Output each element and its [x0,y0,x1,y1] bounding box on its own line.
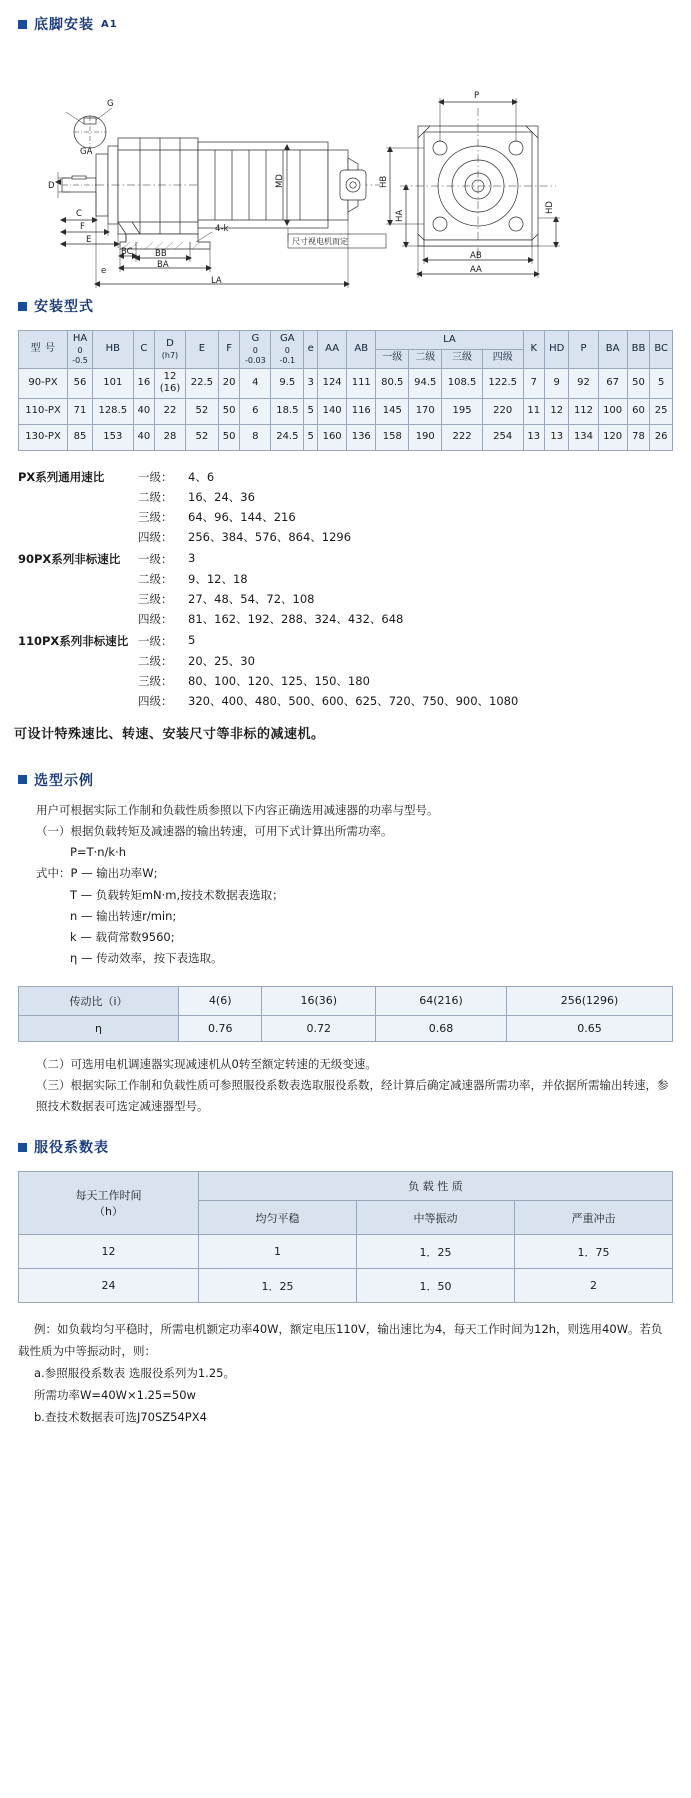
ratio-level: 一级： [138,469,173,484]
cell-model: 130-PX [19,424,68,450]
cell-p: 134 [569,424,598,450]
cell-ab: 116 [347,398,376,424]
cell-eta-label: η [19,1015,179,1041]
ratio-level: 四级： [138,693,173,708]
selection-after-table [18,1054,673,1118]
ratio-row [138,633,673,649]
th-bb: BB [627,331,650,369]
cell-ga: 24.5 [271,424,304,450]
th-aa: AA [318,331,347,369]
selection-note-2: （二）可选用电机调速器实现减速机从0转至额定转速的无级变速。 [36,1056,377,1071]
cell-eta-4: 0.65 [507,1015,673,1041]
label-LA: LA [211,276,222,286]
example-line-4: b.查技术数据表可选J70SZ54PX4 [34,1409,207,1424]
th-hd: HD [544,331,568,369]
cell-la-3: 108.5 [442,368,483,398]
section-title: 底脚安装 [34,17,94,33]
label-HA: HA [395,209,405,222]
cell-p: 112 [569,398,598,424]
label-4-k: 4-k [215,224,229,234]
ratio-values: 5 [188,632,196,647]
cell-hours: 12 [19,1235,199,1269]
cell-severe: 1．75 [515,1235,673,1269]
ratio-level: 二级： [138,653,173,668]
th-severe-shock: 严重冲击 [515,1201,673,1235]
cell-eta-2: 0.72 [262,1015,376,1041]
ratio-level: 四级： [138,529,173,544]
ratio-level: 二级： [138,489,173,504]
label-AB: AB [470,251,482,261]
cell-g: 8 [240,424,271,450]
cell-k: 7 [523,368,544,398]
label-AA: AA [470,265,482,275]
ratio-values: 3 [188,550,196,565]
ratio-values: 20、25、30 [188,653,255,668]
bullet-square-icon [18,1143,27,1152]
drawing-svg [0,46,691,286]
label-BB: BB [155,249,167,259]
ratio-lists [18,469,673,713]
example-line-3: 所需功率W=40W×1.25=50w [34,1387,196,1402]
cell-la-2: 94.5 [409,368,442,398]
section-heading-foot-mount [18,14,691,34]
cell-la-4: 122.5 [482,368,523,398]
ratio-values: 256、384、576、864、1296 [188,529,352,544]
th-hb: HB [92,331,133,369]
cell-e: 52 [185,424,218,450]
ratio-row [138,551,673,567]
th-k: K [523,331,544,369]
cell-e-small: 5 [304,424,318,450]
cell-ab: 111 [347,368,376,398]
cell-bb: 78 [627,424,650,450]
efficiency-table [18,986,673,1042]
table-row [19,1015,673,1041]
cell-model: 110-PX [19,398,68,424]
cell-aa: 124 [318,368,347,398]
section-title: 安装型式 [34,299,94,315]
cell-c: 40 [133,398,154,424]
selection-item-eta: η — 传动效率，按下表选取。 [70,951,223,966]
label-HD: HD [545,201,555,214]
th-la-level-2: 二级 [409,349,442,368]
cell-hb: 128.5 [92,398,133,424]
table-row [19,986,673,1015]
cell-smooth: 1 [199,1235,357,1269]
cell-hd: 9 [544,368,568,398]
bullet-square-icon [18,775,27,784]
th-la: LA [376,331,523,350]
cell-d: 12 (16) [155,368,186,398]
ratio-values: 27、48、54、72、108 [188,591,315,606]
th-e: E [185,331,218,369]
cell-hours: 24 [19,1269,199,1303]
ratio-block-title: PX系列通用速比 [18,469,105,484]
th-f: F [218,331,239,369]
label-HB: HB [379,175,389,188]
cell-bb: 50 [627,368,650,398]
cell-d: 28 [155,424,186,450]
th-ga: GA 0 -0.1 [271,331,304,369]
cell-la-2: 170 [409,398,442,424]
cell-aa: 140 [318,398,347,424]
ratio-values: 81、162、192、288、324、432、648 [188,611,404,626]
cell-ratio-label: 传动比（ⅰ） [19,986,179,1015]
label-G: G [107,99,114,109]
th-ba: BA [598,331,627,369]
table-row [19,1235,673,1269]
cell-hb: 153 [92,424,133,450]
ratio-row [138,571,673,587]
cell-p: 92 [569,368,598,398]
ratio-row [138,469,673,485]
cell-k: 11 [523,398,544,424]
catalog-page [0,14,691,1443]
cell-eta-3: 0.68 [376,1015,507,1041]
th-e-small: e [304,331,318,369]
selection-line-3: 式中：P — 输出功率W; [36,866,158,881]
th-g: G 0 -0.03 [240,331,271,369]
section-heading-service-factor [18,1137,691,1157]
th-p: P [569,331,598,369]
label-D: D [48,181,55,191]
cell-hd: 12 [544,398,568,424]
technical-drawing [0,46,691,286]
cell-ba: 120 [598,424,627,450]
cell-ba: 67 [598,368,627,398]
cell-la-3: 222 [442,424,483,450]
ratio-values: 320、400、480、500、600、625、720、750、900、1080 [188,693,519,708]
cell-la-1: 158 [376,424,409,450]
cell-aa: 160 [318,424,347,450]
cell-ba: 100 [598,398,627,424]
th-bc: BC [650,331,673,369]
table-row [19,424,673,450]
ratio-level: 一级： [138,633,173,648]
cell-ab: 136 [347,424,376,450]
cell-e: 52 [185,398,218,424]
ratio-block-110px [18,633,673,713]
label-BC: BC [121,247,133,257]
th-model: 型 号 [19,331,68,369]
th-la-level-1: 一级 [376,349,409,368]
cell-la-1: 80.5 [376,368,409,398]
selection-line-2: （一）根据负载转矩及减速器的输出转速，可用下式计算出所需功率。 [36,823,393,838]
cell-ha: 56 [68,368,93,398]
cell-bc: 25 [650,398,673,424]
cell-la-2: 190 [409,424,442,450]
table-row [19,1269,673,1303]
selection-note-3: （三）根据实际工作制和负载性质可参照服役系数表选取服役系数，经计算后确定减速器所需功率，并依据所需输出转速，参照技术数据表可选定减速器型号。 [36,1077,669,1114]
example-line-2: a.参照服役系数表 选服役系列为1.25。 [34,1366,235,1381]
cell-ratio-2: 16(36) [262,986,376,1015]
label-GA: GA [80,147,93,157]
cell-medium: 1．50 [357,1269,515,1303]
cell-ratio-3: 64(216) [376,986,507,1015]
cell-e-small: 3 [304,368,318,398]
ratio-level: 一级： [138,551,173,566]
cell-e-small: 5 [304,398,318,424]
cell-k: 13 [523,424,544,450]
ratio-row [138,591,673,607]
label-E: E [86,235,92,245]
table-row [19,368,673,398]
cell-la-3: 195 [442,398,483,424]
section-heading-mount-type [18,296,691,316]
ratio-row [138,509,673,525]
cell-la-4: 220 [482,398,523,424]
cell-e: 22.5 [185,368,218,398]
example-text [18,1319,673,1428]
th-ab: AB [347,331,376,369]
ratio-level: 三级： [138,591,173,606]
ratio-level: 四级： [138,611,173,626]
bullet-square-icon [18,20,27,29]
th-d: D (h7) [155,331,186,369]
ratio-row [138,529,673,545]
th-working-hours: 每天工作时间 （h） [19,1172,199,1235]
ratio-row [138,611,673,627]
th-la-level-4: 四级 [482,349,523,368]
cell-eta-1: 0.76 [179,1015,262,1041]
cell-smooth: 1．25 [199,1269,357,1303]
cell-la-4: 254 [482,424,523,450]
selection-item-T: T — 负载转矩mN·m,按技术数据表选取； [70,887,284,902]
label-P: P [474,91,480,101]
selection-line-1: 用户可根据实际工作制和负载性质参照以下内容正确选用减速器的功率与型号。 [36,802,439,817]
table-row [19,398,673,424]
cell-f: 50 [218,398,239,424]
drawing-note: 尺寸视电机而定 [292,237,348,246]
ratio-row [138,489,673,505]
ratio-row [138,673,673,689]
cell-ha: 85 [68,424,93,450]
selection-item-n: n — 输出转速r/min; [70,908,177,923]
section-title: 选型示例 [34,772,94,789]
cell-severe: 2 [515,1269,673,1303]
selection-body [18,800,673,970]
cell-ratio-4: 256(1296) [507,986,673,1015]
th-smooth: 均匀平稳 [199,1201,357,1235]
cell-model: 90-PX [19,368,68,398]
section-heading-selection-example [18,770,691,790]
cell-c: 16 [133,368,154,398]
label-MD: MD [275,174,285,188]
label-C: C [76,209,82,219]
section-subtitle: A1 [101,18,118,30]
label-BA: BA [157,260,169,270]
ratio-level: 二级： [138,571,173,586]
mount-dimensions-table [18,330,673,451]
section-title: 服役系数表 [34,1140,109,1157]
ratio-row [138,653,673,669]
ratio-block-px-general [18,469,673,549]
cell-hb: 101 [92,368,133,398]
th-load-nature: 负 载 性 质 [199,1172,673,1201]
cell-d: 22 [155,398,186,424]
ratio-block-title: 110PX系列非标速比 [18,633,129,648]
ratio-row [138,693,673,709]
service-factor-table [18,1171,673,1303]
cell-g: 6 [240,398,271,424]
label-F: F [80,222,85,232]
th-la-level-3: 三级 [442,349,483,368]
cell-bc: 5 [650,368,673,398]
cell-ga: 9.5 [271,368,304,398]
ratio-values: 4、6 [188,469,215,484]
cell-ga: 18.5 [271,398,304,424]
bullet-square-icon [18,302,27,311]
ratio-level: 三级： [138,673,173,688]
cell-f: 50 [218,424,239,450]
cell-c: 40 [133,424,154,450]
cell-bc: 26 [650,424,673,450]
ratio-level: 三级： [138,509,173,524]
th-medium-vibration: 中等振动 [357,1201,515,1235]
ratio-block-90px [18,551,673,631]
cell-g: 4 [240,368,271,398]
selection-formula: P=T·n/k·h [70,845,127,860]
ratio-values: 9、12、18 [188,571,248,586]
cell-medium: 1．25 [357,1235,515,1269]
cell-hd: 13 [544,424,568,450]
example-line-1: 例：如负载均匀平稳时，所需电机额定功率40W，额定电压110V，输出速比为4，每天工作时间为12h，则选用40W。若负载性质为中等振动时，则： [18,1322,663,1359]
cell-ha: 71 [68,398,93,424]
th-c: C [133,331,154,369]
cell-la-1: 145 [376,398,409,424]
ratio-values: 80、100、120、125、150、180 [188,673,370,688]
label-e: e [101,266,107,276]
ratio-values: 16、24、36 [188,489,255,504]
cell-f: 20 [218,368,239,398]
cell-bb: 60 [627,398,650,424]
ratio-block-title: 90PX系列非标速比 [18,551,121,566]
ratio-values: 64、96、144、216 [188,509,296,524]
custom-design-note: 可设计特殊速比、转速、安装尺寸等非标的减速机。 [14,726,325,742]
selection-item-k: k — 载荷常数9560; [70,930,175,945]
th-ha: HA 0 -0.5 [68,331,93,369]
cell-ratio-1: 4(6) [179,986,262,1015]
